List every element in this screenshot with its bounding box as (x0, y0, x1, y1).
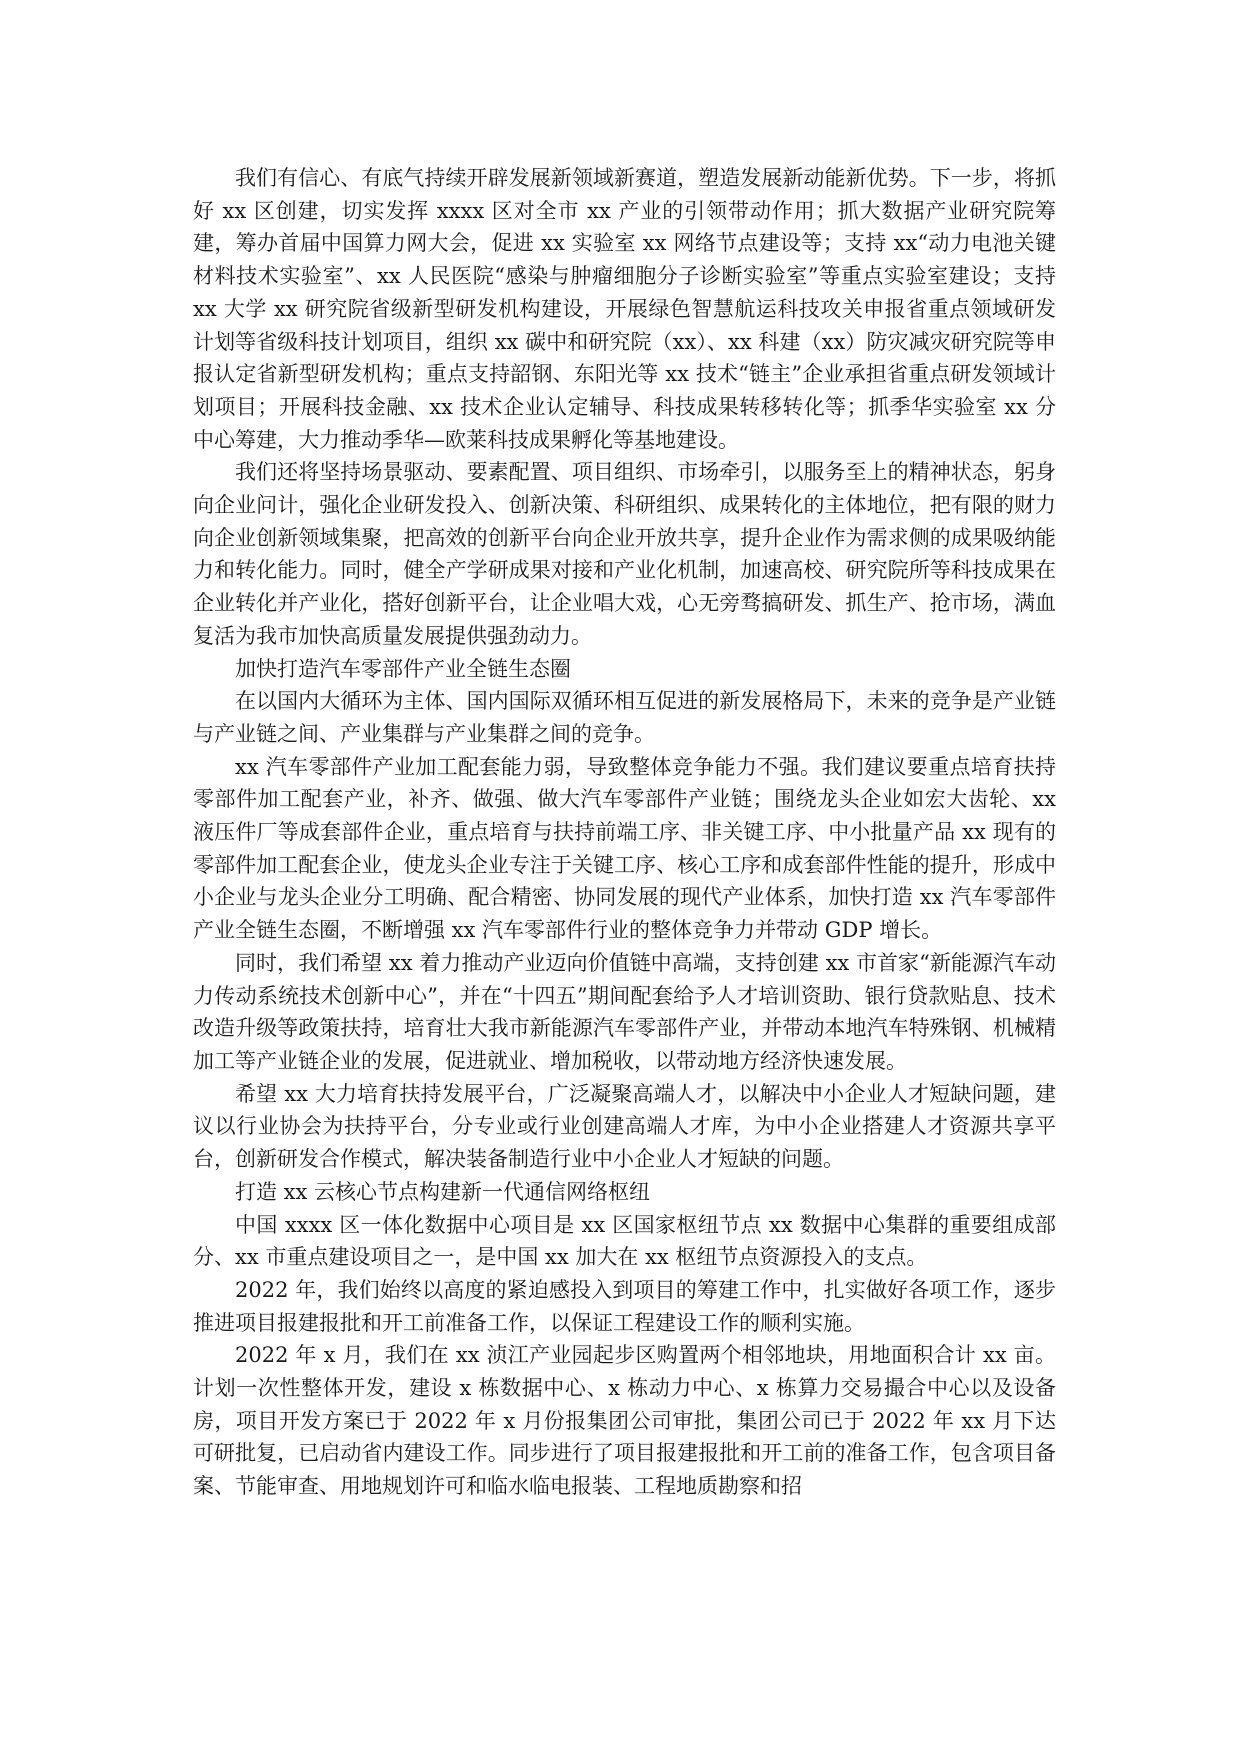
paragraph-3: 在以国内大循环为主体、国内国际双循环相互促进的新发展格局下，未来的竞争是产业链与产业链之间、产业集群与产业集群之间的竞争。 (193, 689, 1056, 746)
paragraph-7: 中国 xxxx 区一体化数据中心项目是 xx 区国家枢纽节点 xx 数据中心集群的重要组成部分、xx 市重点建设项目之一，是中国 xx 加大在 xx 枢纽节点资源投入的支点。 (193, 1212, 1056, 1270)
paragraph-9: 2022 年 x 月，我们在 xx 浈江产业园起步区购置两个相邻地块，用地面积合计 xx 亩。计划一次性整体开发，建设 x 栋数据中心、x 栋动力中心、x 栋算力交易撮合中心以及设备房，项目开发方案已于 2022 年 x 月份报集团公司审批，集团公司已于 2022 年 xx 月下达可研批复，已启动省内建设工作。同步进行了项目报建报批和开工前的准备工作，包含项目备案、节能审查、用地规划许可和临水临电报装、工程地质勘察和招 (193, 1343, 1056, 1499)
paragraph-8: 2022 年，我们始终以高度的紧迫感投入到项目的筹建工作中，扎实做好各项工作，逐步推进项目报建报批和开工前准备工作，以保证工程建设工作的顺利实施。 (193, 1277, 1056, 1335)
paragraph-6: 希望 xx 大力培育扶持发展平台，广泛凝聚高端人才，以解决中小企业人才短缺问题，建议以行业协会为扶持平台，分专业或行业创建高端人才库，为中小企业搭建人才资源共享平台，创新研发合作模式，解决装备制造行业中小企业人才短缺的问题。 (193, 1081, 1056, 1172)
paragraph-5: 同时，我们希望 xx 着力推动产业迈向价值链中高端，支持创建 xx 市首家“新能源汽车动力传动系统技术创新中心”，并在“十四五”期间配套给予人才培训资助、银行贷款贴息、技术改造升级等政策扶持，培育壮大我市新能源汽车零部件产业，并带动本地汽车特殊钢、机械精加工等产业链企业的发展，促进就业、增加税收，以带动地方经济快速发展。 (193, 950, 1056, 1073)
paragraph-1: 我们有信心、有底气持续开辟发展新领域新赛道，塑造发展新动能新优势。下一步，将抓好 xx 区创建，切实发挥 xxxx 区对全市 xx 产业的引领带动作用；抓大数据产业研究院筹建，筹办首届中国算力网大会，促进 xx 实验室 xx 网络节点建设等；支持 xx“动力电池关键材料技术实验室”、xx 人民医院“感染与肿瘤细胞分子诊断实验室”等重点实验室建设；支持 xx 大学 xx 研究院省级新型研发机构建设，开展绿色智慧航运科技攻关申报省重点领域研发计划等省级科技计划项目，组织 xx 碳中和研究院（xx）、xx 科建（xx）防灾减灾研究院等申报认定省新型研发机构；重点支持韶钢、东阳光等 xx 技术“链主”企业承担省重点研发领域计划项目；开展科技金融、xx 技术企业认定辅导、科技成果转移转化等；抓季华实验室 xx 分中心筹建，大力推动季华—欧莱科技成果孵化等基地建设。 (193, 166, 1056, 452)
section-heading-auto-parts: 加快打造汽车零部件产业全链生态圈 (235, 656, 571, 681)
document-body (193, 162, 1056, 1503)
paragraph-4: xx 汽车零部件产业加工配套能力弱，导致整体竞争能力不强。我们建议要重点培育扶持零部件加工配套产业，补齐、做强、做大汽车零部件产业链；围绕龙头企业如宏大齿轮、xx 液压件厂等成套部件企业，重点培育与扶持前端工序、非关键工序、中小批量产品 xx 现有的零部件加工配套企业，使龙头企业专注于关键工序、核心工序和成套部件性能的提升，形成中小企业与龙头企业分工明确、配合精密、协同发展的现代产业体系，加快打造 xx 汽车零部件产业全链生态圈，不断增强 xx 汽车零部件行业的整体竞争力并带动 GDP 增长。 (193, 754, 1056, 943)
section-heading-cloud-node: 打造 xx 云核心节点构建新一代通信网络枢纽 (235, 1179, 651, 1204)
paragraph-2: 我们还将坚持场景驱动、要素配置、项目组织、市场牵引，以服务至上的精神状态，躬身向企业问计，强化企业研发投入、创新决策、科研组织、成果转化的主体地位，把有限的财力向企业创新领域集聚，把高效的创新平台向企业开放共享，提升企业作为需求侧的成果吸纳能力和转化能力。同时，健全产学研成果对接和产业化机制，加速高校、研究院所等科技成果在企业转化并产业化，搭好创新平台，让企业唱大戏，心无旁骛搞研发、抓生产、抢市场，满血复活为我市加快高质量发展提供强劲动力。 (193, 460, 1056, 648)
